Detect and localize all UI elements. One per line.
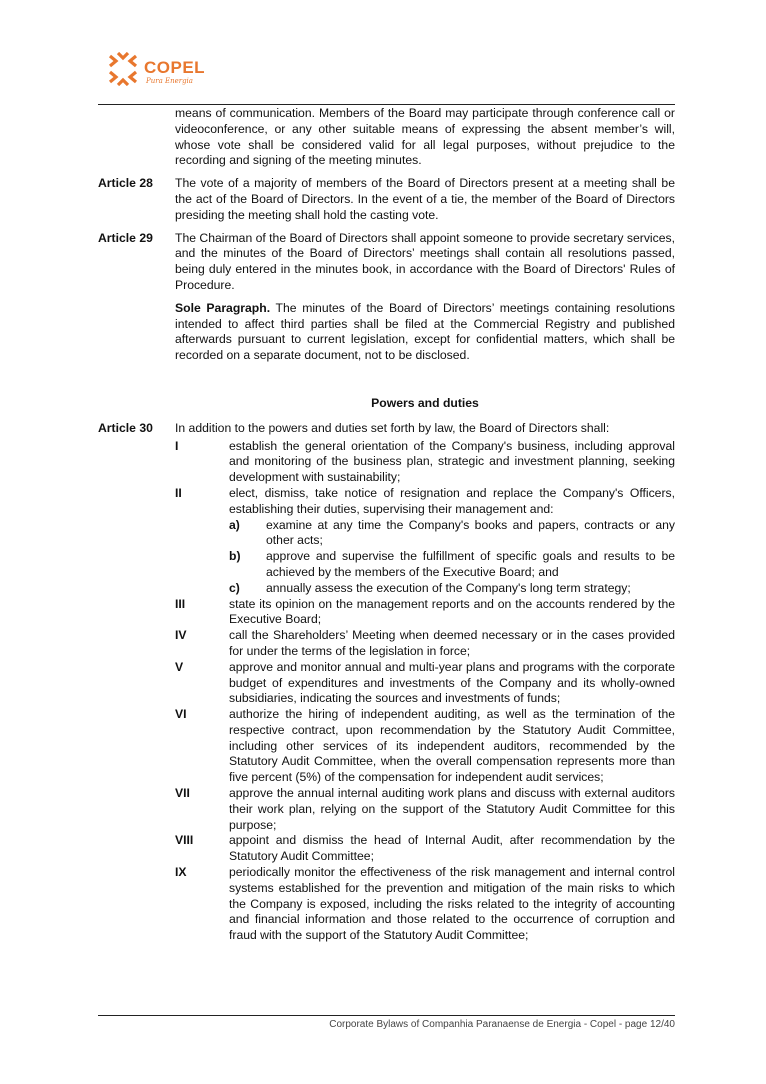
item-content — [229, 865, 675, 944]
item-text: establish the general orientation of the Company's business, including approval and monitoring of the business plan, strategic and investment planning, seeking development with sustainability; — [229, 438, 675, 485]
article-text: The vote of a majority of members of the Board of Directors present at a meeting shall be the act of the Board of Directors. In the event of a tie, the member of the Board of Directors presiding the meeting shall hold the casting vote. — [175, 176, 675, 222]
company-logo — [108, 52, 205, 86]
footer-divider — [98, 1015, 675, 1016]
item-number: VIII — [175, 833, 194, 848]
list-item — [175, 439, 675, 486]
item-content — [229, 707, 675, 786]
item-number: I — [175, 438, 179, 453]
article-intro: In addition to the powers and duties set forth by law, the Board of Directors shall: — [175, 420, 610, 435]
list-item — [175, 628, 675, 660]
item-text: elect, dismiss, take notice of resignation and replace the Company's Officers, establishing their duties, supervising their management and: — [229, 485, 675, 516]
article-label: Article 29 — [98, 230, 153, 245]
sub-item-letter: a) — [229, 517, 240, 532]
list-item — [175, 660, 675, 707]
item-number: IV — [175, 628, 187, 643]
article-28 — [98, 176, 675, 223]
item-text: appoint and dismiss the head of Internal Audit, after recommendation by the Statutory Audit Committee; — [229, 833, 675, 864]
list-item — [175, 597, 675, 629]
article-29 — [98, 231, 675, 364]
article-30 — [98, 421, 675, 437]
list-item — [175, 786, 675, 833]
article-label: Article 30 — [98, 420, 153, 435]
sub-item-letter: b) — [229, 549, 241, 564]
item-content — [229, 597, 675, 629]
section-heading: Powers and duties — [371, 395, 479, 410]
header-divider — [98, 104, 675, 105]
item-number: VI — [175, 707, 187, 722]
item-number: II — [175, 485, 182, 500]
item-content — [229, 628, 675, 660]
sub-item — [229, 518, 675, 550]
item-text: call the Shareholders’ Meeting when deemed necessary or in the cases provided for under the terms of the legislation in force; — [229, 628, 675, 658]
sub-item-text: approve and supervise the fulfillment of specific goals and results to be achieved by the members of the Executive Board; and — [266, 549, 675, 579]
item-number: III — [175, 596, 186, 611]
sub-item — [229, 549, 675, 581]
sub-item-text: annually assess the execution of the Company's long term strategy; — [266, 580, 631, 595]
page-footer: Corporate Bylaws of Companhia Paranaense de Energia - Copel - page 12/40 — [329, 1019, 675, 1030]
page-body — [98, 106, 675, 944]
sole-paragraph-label: Sole Paragraph. — [175, 300, 271, 315]
sub-item-letter: c) — [229, 580, 240, 595]
logo-wordmark: COPEL — [144, 58, 206, 77]
sole-paragraph-text: The minutes of the Board of Directors’ meetings containing resolutions intended to affect third parties shall be filed at the Commercial Registry and published afterwards pursuant to current legislation, except for confidential matters, which shall be recorded on a separate document, not to be disclosed. — [175, 300, 675, 363]
paragraph-text: means of communication. Members of the Board may participate through conference call or videoconference, or any other suitable means of expressing the absent member’s will, whose vote shall be considered valid for all legal purposes, without prejudice to the recording and signing of the meeting minutes. — [175, 106, 675, 168]
article-label: Article 28 — [98, 176, 153, 191]
item-content — [229, 786, 675, 833]
item-number: V — [175, 659, 184, 674]
article-text: The Chairman of the Board of Directors shall appoint someone to provide secretary services, and the minutes of the Board of Directors’ meetings shall contain all resolutions passed, being duly entered in the minutes book, in accordance with the Board of Directors' Rules of Procedure. — [175, 230, 675, 292]
duties-list — [175, 439, 675, 945]
item-number: VII — [175, 786, 190, 801]
sub-item-text: examine at any time the Company's books and papers, contracts or any other acts; — [266, 517, 675, 548]
list-item — [175, 486, 675, 597]
list-item — [175, 865, 675, 944]
sub-item — [229, 581, 675, 597]
list-item — [175, 707, 675, 786]
copel-chevron-logo-icon — [108, 52, 138, 86]
item-number: IX — [175, 865, 187, 880]
list-item — [175, 833, 675, 865]
item-text: approve and monitor annual and multi-year plans and programs with the corporate budget of expenditures and investments of the Company and its wholly-owned subsidiaries, indicating the sources and investments of funds; — [229, 659, 675, 706]
item-text: periodically monitor the effectiveness of the risk management and internal control systems established for the prevention and mitigation of the main risks to which the Company is exposed, including the risks related to the integrity of accounting and financial information and those related to the occurrence of corruption and fraud with the support of the Statutory Audit Committee; — [229, 865, 675, 943]
item-text: state its opinion on the management reports and on the accounts rendered by the Executive Board; — [229, 596, 675, 627]
item-content — [229, 660, 675, 707]
item-content — [229, 833, 675, 865]
item-content — [229, 486, 675, 597]
logo-tagline: Pura Energia — [146, 77, 193, 85]
item-content — [229, 439, 675, 486]
item-text: authorize the hiring of independent auditing, as well as the termination of the respective contract, upon recommendation by the Statutory Audit Committee, including other services of its independent auditors, recommended by the Statutory Audit Committee, when the overall compensation represents more than five percent (5%) of the compensation for independent audit services; — [229, 707, 675, 785]
continued-paragraph — [98, 106, 675, 169]
item-text: approve the annual internal auditing work plans and discuss with external auditors their work plan, relying on the support of the Statutory Audit Committee for this purpose; — [229, 786, 675, 832]
sole-paragraph — [175, 301, 675, 364]
